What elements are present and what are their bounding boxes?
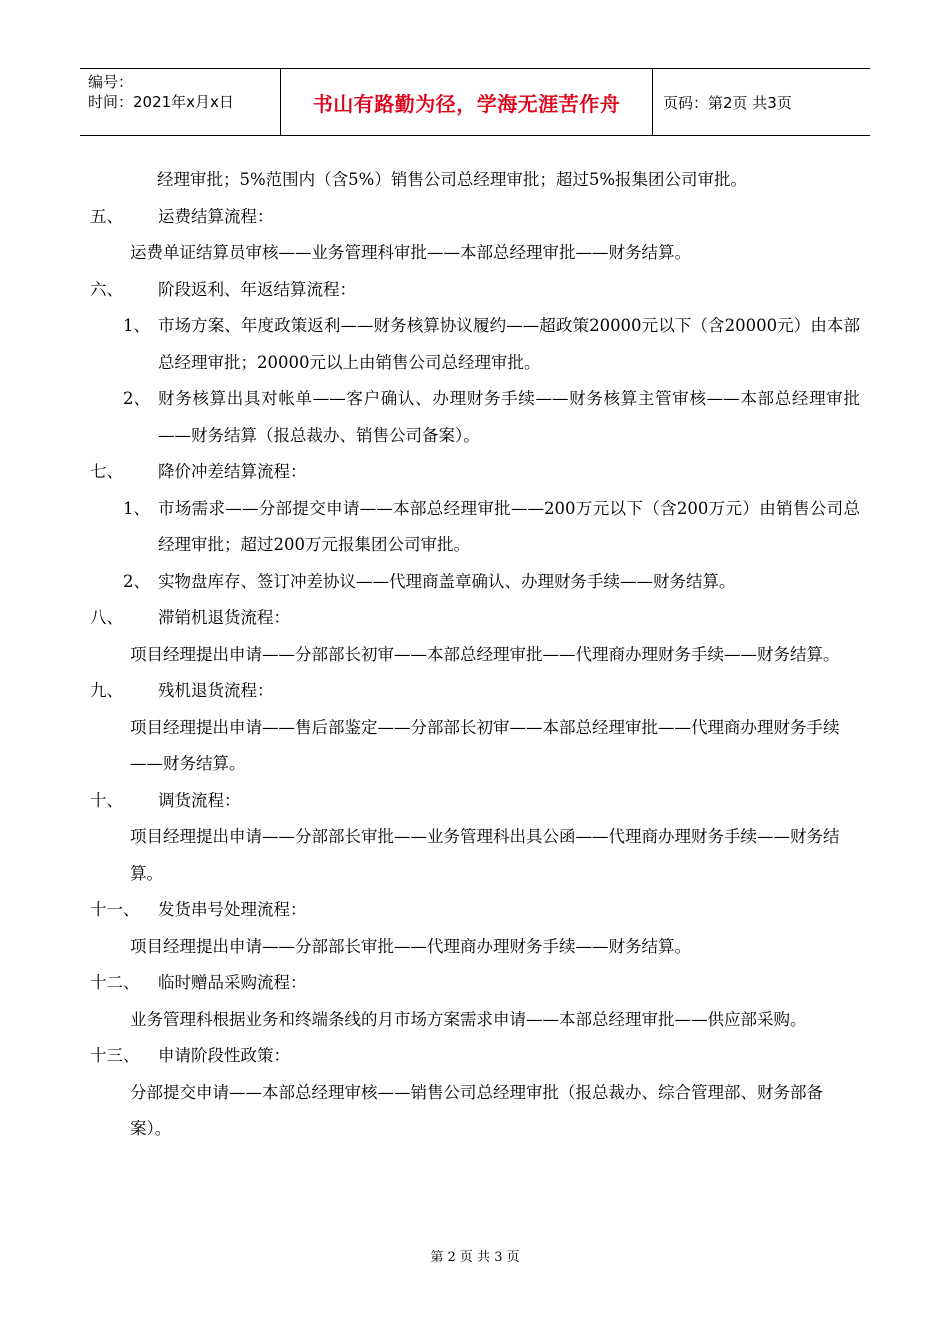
section-text: 分部提交申请——本部总经理审核——销售公司总经理审批（报总裁办、综合管理部、财务部备案）。 <box>130 1082 823 1138</box>
list-item <box>90 308 860 381</box>
section-text: 项目经理提出申请——分部部长初审——本部总经理审批——代理商办理财务手续——财务结算。 <box>130 644 840 664</box>
section-number: 八、 <box>90 608 123 627</box>
section-number: 十一、 <box>90 900 140 919</box>
section-title: 调货流程： <box>158 790 241 810</box>
page-header <box>80 68 870 136</box>
section-text: 运费单证结算员审核——业务管理科审批——本部总经理审批——财务结算。 <box>130 243 691 262</box>
item-number: 2、 <box>123 571 150 591</box>
section-heading <box>90 454 860 491</box>
motto: 书山有路勤为径，学海无涯苦作舟 <box>312 91 621 116</box>
section-heading <box>90 783 860 820</box>
section-number: 五、 <box>90 206 123 226</box>
section-number: 十二、 <box>90 973 140 992</box>
section-number: 十、 <box>90 790 123 810</box>
serial-label: 编号： <box>88 73 134 91</box>
continuation-text: 经理审批；5%范围内（含5%）销售公司总经理审批；超过5%报集团公司审批。 <box>157 170 748 189</box>
section-title: 发货串号处理流程： <box>158 900 307 919</box>
item-number: 1、 <box>123 498 150 518</box>
item-text: 实物盘库存、签订冲差协议——代理商盖章确认、办理财务手续——财务结算。 <box>158 571 736 591</box>
page-footer: 第 2 页 共 3 页 <box>430 1250 520 1265</box>
section-heading <box>90 199 860 236</box>
section-title: 临时赠品采购流程： <box>158 973 307 992</box>
section-heading <box>90 892 860 929</box>
time-label: 时间：2021年x月x日 <box>88 93 234 111</box>
list-item <box>90 381 860 454</box>
section-title: 阶段返利、年返结算流程： <box>158 279 356 299</box>
section-title: 滞销机退货流程： <box>158 608 290 627</box>
section-number: 七、 <box>90 462 123 481</box>
section-number: 十三、 <box>90 1046 140 1065</box>
section-text: 项目经理提出申请——分部部长审批——业务管理科出具公函——代理商办理财务手续——财务结算。 <box>130 827 840 883</box>
section-number: 六、 <box>90 279 123 299</box>
document-body <box>90 162 860 1148</box>
header-left-cell <box>80 69 280 135</box>
section-number: 九、 <box>90 681 123 700</box>
header-motto-cell <box>280 69 653 135</box>
section-heading <box>90 965 860 1002</box>
section-heading <box>90 673 860 710</box>
section-title: 运费结算流程： <box>158 206 274 226</box>
section-title: 残机退货流程： <box>158 681 274 700</box>
section-title: 降价冲差结算流程： <box>158 462 307 481</box>
section-text: 项目经理提出申请——售后部鉴定——分部部长初审——本部总经理审批——代理商办理财务手续——财务结算。 <box>130 717 840 773</box>
list-item <box>90 491 860 564</box>
section-text: 项目经理提出申请——分部部长审批——代理商办理财务手续——财务结算。 <box>130 936 691 956</box>
section-heading <box>90 272 860 309</box>
section-text: 业务管理科根据业务和终端条线的月市场方案需求申请——本部总经理审批——供应部采购。 <box>130 1009 807 1029</box>
section-title: 申请阶段性政策： <box>158 1046 290 1065</box>
page-label: 页码：第2页 共3页 <box>663 93 792 112</box>
item-text: 市场方案、年度政策返利——财务核算协议履约——超政策20000元以下（含20000元）由本部总经理审批；20000元以上由销售公司总经理审批。 <box>158 316 860 372</box>
header-page-cell <box>653 69 870 135</box>
section-heading <box>90 1038 860 1075</box>
list-item <box>90 564 860 601</box>
section-heading <box>90 600 860 637</box>
item-number: 1、 <box>123 316 150 335</box>
item-text: 财务核算出具对帐单——客户确认、办理财务手续——财务核算主管审核——本部总经理审批——财务结算（报总裁办、销售公司备案）。 <box>158 389 860 445</box>
item-number: 2、 <box>123 389 150 408</box>
item-text: 市场需求——分部提交申请——本部总经理审批——200万元以下（含200万元）由销售公司总经理审批；超过200万元报集团公司审批。 <box>158 498 860 554</box>
